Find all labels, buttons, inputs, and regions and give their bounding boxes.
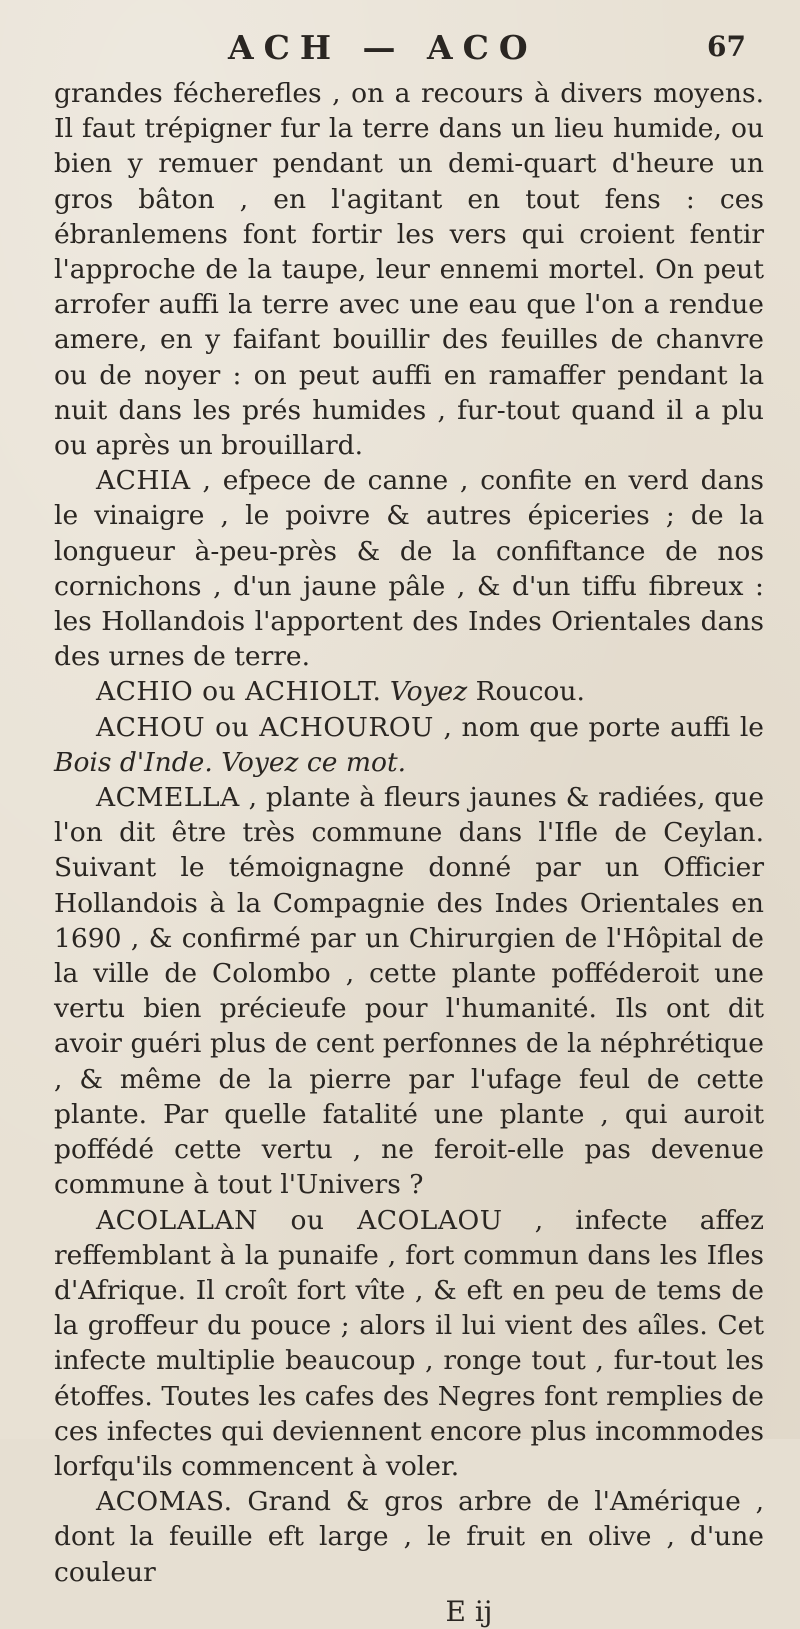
- entry-acomas: [54, 1484, 764, 1590]
- entry-text: , efpece de canne , confite en verd dans le vinaigre , le poivre & autres épiceries ; de la longueur à-peu-près & de la confiftance de nos cornichons , d'un jaune pâle , & d'un tiffu fibreux : les Hollandois l'apportent des Indes Orientales dans des urnes de terre.: [54, 465, 764, 673]
- paragraph-text: grandes fécherefles , on a recours à divers moyens. Il faut trépigner fur la terre dans un lieu humide, ou bien y remuer pendant un demi-quart d'heure un gros bâton , en l'agitant en tout fens : ces ébranlemens font fortir les vers qui croient fentir l'approche de la taupe, leur ennemi mortel. On peut arrofer auffi la terre avec une eau que l'on a rendue amere, en y faifant bouillir des feuilles de chanvre ou de noyer : on peut auffi en ramaffer pendant la nuit dans les prés humides , fur-tout quand il a plu ou après un brouillard.: [54, 78, 764, 462]
- entry-headword: ACOMAS.: [96, 1486, 233, 1518]
- cross-reference-label: Voyez: [389, 676, 468, 708]
- entry-headword: ACMELLA: [96, 782, 240, 814]
- body-text: [54, 76, 764, 1629]
- entry-headword: ACOLALAN ou ACOLAOU: [96, 1204, 503, 1236]
- entry-achio: [54, 674, 764, 709]
- entry-achia: [54, 463, 764, 674]
- entry-text: , infecte affez reffemblant à la punaife , fort commun dans les Ifles d'Afrique. Il croît fort vîte , & eft en peu de tems de la groffeur du pouce ; alors il lui vient des aîles. Cet infecte multiplie beaucoup , ronge tout , fur-tout les étoffes. Toutes les cafes des Negres font remplies de ces infectes qui deviennent encore plus incommodes lorfqu'ils commencent à voler.: [54, 1204, 764, 1482]
- signature-mark: E ij: [445, 1594, 493, 1628]
- entry-text: , plante à fleurs jaunes & radiées, que l'on dit être très commune dans l'Ifle de Ceylan. Suivant le témoignagne donné par un Officier Hollandois à la Compagnie des Indes Orientales en 1690 , & confirmé par un Chirurgien de l'Hôpital de la ville de Colombo , cette plante pofféderoit une vertu bien précieufe pour l'humanité. Ils ont dit avoir guéri plus de cent perfonnes de la néphrétique , & même de la pierre par l'ufage feul de cette plante. Par quelle fatalité une plante , qui auroit poffédé cette vertu , ne feroit-elle pas devenue commune à tout l'Univers ?: [54, 782, 764, 1201]
- entry-headword: ACHIA: [96, 465, 191, 497]
- entry-headword: ACHIO ou ACHIOLT.: [96, 676, 382, 708]
- cross-reference-target: Roucou.: [475, 676, 585, 708]
- paragraph-continuation: [54, 76, 764, 463]
- page-number: 67: [707, 30, 746, 63]
- entry-headword: ACHOU ou ACHOUROU: [96, 711, 434, 743]
- running-head: ACH — ACO: [228, 28, 538, 67]
- entry-achou: [54, 710, 764, 780]
- page-header: [54, 28, 764, 72]
- entry-text: Grand & gros arbre de l'Amérique , dont la feuille eft large , le fruit en olive , d'une couleur: [54, 1486, 764, 1588]
- entry-text: , nom que porte auffi le: [433, 711, 764, 743]
- entry-italic-term: Bois d'Inde.: [54, 746, 213, 778]
- entry-acmella: [54, 780, 764, 1202]
- cross-reference-label: Voyez ce mot.: [221, 746, 407, 778]
- entry-acolalan: [54, 1203, 764, 1485]
